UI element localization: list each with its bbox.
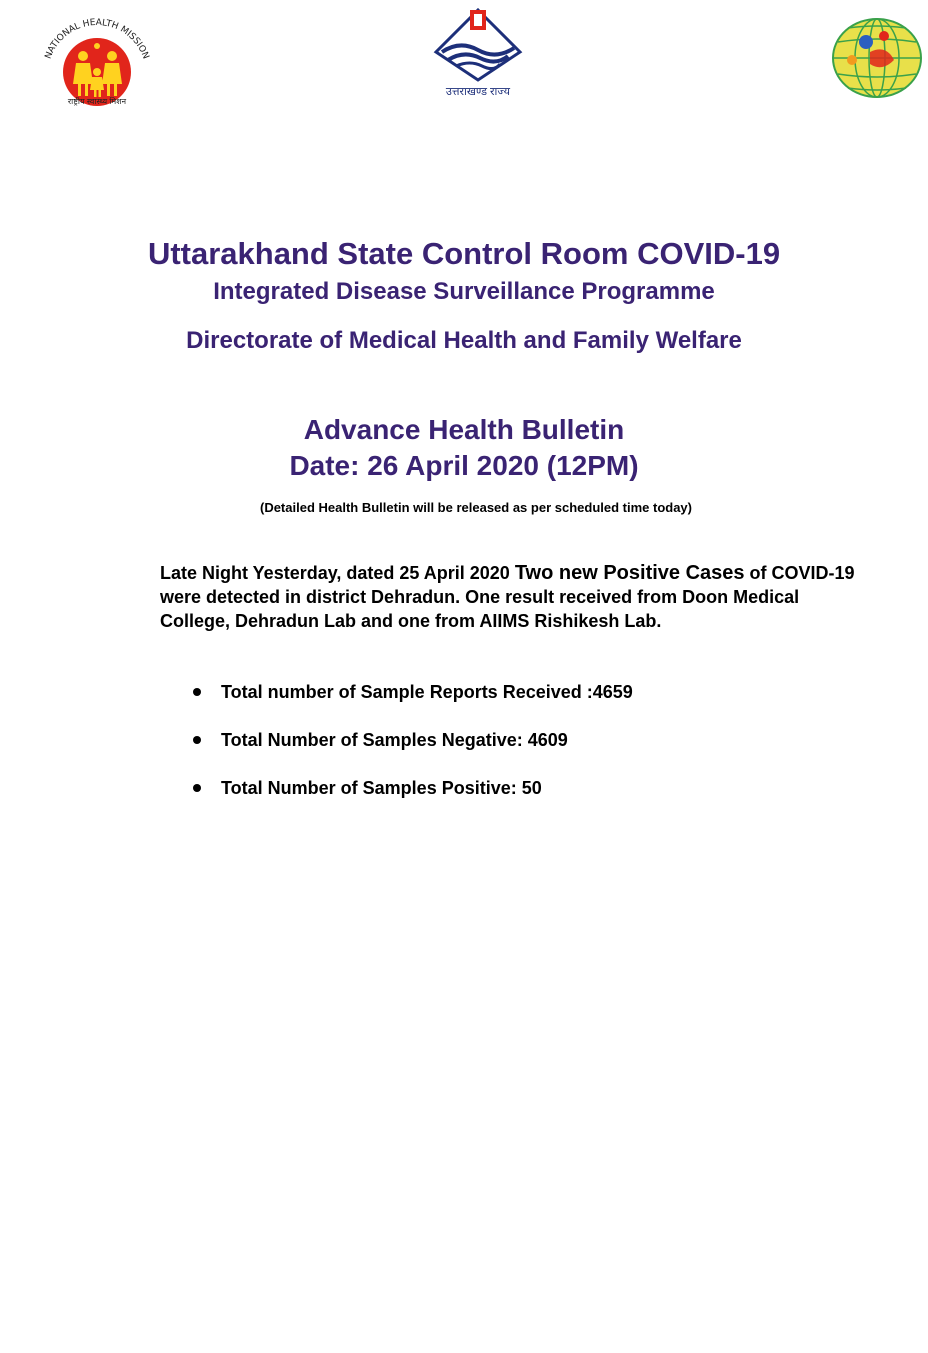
paragraph-emphasis: Two new Positive Cases xyxy=(514,562,745,584)
directorate-subtitle: Directorate of Medical Health and Family Welfare xyxy=(186,327,742,354)
bullet-icon xyxy=(193,784,201,792)
bullet-icon xyxy=(193,736,201,744)
stats-list xyxy=(190,680,633,824)
globe-icon xyxy=(830,16,924,100)
summary-paragraph xyxy=(160,561,860,633)
page-title: Uttarakhand State Control Room COVID-19 xyxy=(147,236,781,271)
bulletin-note: (Detailed Health Bulletin will be released as per scheduled time today) xyxy=(259,500,692,515)
programme-subtitle: Integrated Disease Surveillance Programme xyxy=(213,278,715,305)
paragraph-part2: of COVID-19 were detected in district Dehradun. One result received from Doon Medical College, Dehradun Lab and one from AIIMS Rishikesh Lab. xyxy=(160,563,855,631)
stat-label: Total Number of Samples Negative: 4609 xyxy=(221,730,568,750)
stat-label: Total number of Sample Reports Received :4659 xyxy=(221,682,633,702)
list-item xyxy=(190,680,633,728)
bullet-icon xyxy=(193,688,201,696)
nhm-logo xyxy=(38,12,156,108)
list-item xyxy=(190,776,633,824)
bulletin-date: Date: 26 April 2020 (12PM) xyxy=(289,450,639,481)
bulletin-name: Advance Health Bulletin xyxy=(303,414,625,445)
stat-label: Total Number of Samples Positive: 50 xyxy=(221,778,542,798)
nhm-caption: राष्ट्रीय स्वास्थ्य मिशन xyxy=(67,97,127,106)
nhm-arc-text: NATIONAL HEALTH MISSION xyxy=(43,17,151,61)
paragraph-part1: Late Night Yesterday, dated 25 April 2020 xyxy=(160,563,515,583)
uttarakhand-caption: उत्तराखण्ड राज्य xyxy=(445,86,511,98)
list-item xyxy=(190,728,633,776)
